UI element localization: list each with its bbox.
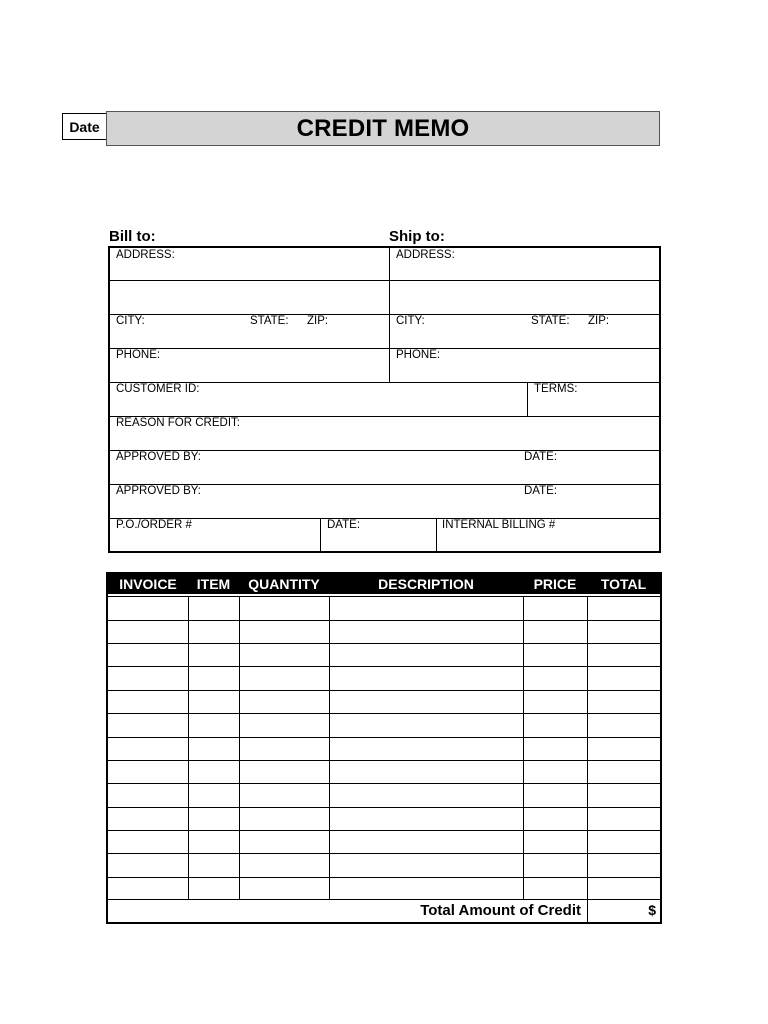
- table-column-divider: [188, 596, 189, 899]
- bill-to-heading: Bill to:: [109, 228, 156, 245]
- table-row-divider: [108, 807, 660, 808]
- table-column-divider: [587, 596, 588, 922]
- table-column-divider: [329, 596, 330, 899]
- approval-date-field-2[interactable]: DATE:: [524, 485, 558, 497]
- table-row-divider: [108, 690, 660, 691]
- column-header-invoice: INVOICE: [119, 576, 177, 592]
- ship-to-city-field[interactable]: CITY:: [396, 315, 425, 327]
- total-currency-symbol: $: [648, 902, 656, 918]
- table-column-divider: [523, 596, 524, 899]
- column-header-item: ITEM: [196, 576, 231, 592]
- column-header-quantity: QUANTITY: [248, 576, 320, 592]
- ship-to-zip-field[interactable]: ZIP:: [588, 315, 610, 327]
- terms-field[interactable]: TERMS:: [534, 383, 578, 395]
- ship-to-heading: Ship to:: [389, 228, 445, 245]
- date-label: Date: [62, 113, 107, 140]
- table-row-divider: [108, 666, 660, 667]
- page-title: CREDIT MEMO: [106, 111, 660, 146]
- bill-to-address-field[interactable]: ADDRESS:: [116, 249, 175, 261]
- bill-to-phone-field[interactable]: PHONE:: [116, 349, 161, 361]
- po-order-field[interactable]: P.O./ORDER #: [116, 519, 192, 531]
- table-row-divider: [108, 596, 660, 597]
- ship-to-address-field[interactable]: ADDRESS:: [396, 249, 455, 261]
- bill-to-zip-field[interactable]: ZIP:: [307, 315, 329, 327]
- table-row-divider: [108, 783, 660, 784]
- table-row-divider: [108, 643, 660, 644]
- approval-date-field-1[interactable]: DATE:: [524, 451, 558, 463]
- po-date-field[interactable]: DATE:: [327, 519, 361, 531]
- table-row-divider: [108, 877, 660, 878]
- column-header-total: TOTAL: [600, 576, 647, 592]
- bill-to-state-field[interactable]: STATE:: [250, 315, 289, 327]
- internal-billing-field[interactable]: INTERNAL BILLING #: [442, 519, 556, 531]
- table-row-divider: [108, 737, 660, 738]
- table-row-divider: [108, 899, 660, 900]
- line-items-table: [106, 572, 662, 924]
- ship-to-phone-field[interactable]: PHONE:: [396, 349, 441, 361]
- approved-by-field-1[interactable]: APPROVED BY:: [116, 451, 202, 463]
- bill-to-city-field[interactable]: CITY:: [116, 315, 145, 327]
- column-header-description: DESCRIPTION: [378, 576, 474, 592]
- table-row-divider: [108, 620, 660, 621]
- table-row-divider: [108, 853, 660, 854]
- table-row-divider: [108, 760, 660, 761]
- total-amount-label: Total Amount of Credit: [420, 902, 581, 919]
- ship-to-state-field[interactable]: STATE:: [531, 315, 570, 327]
- table-column-divider: [239, 596, 240, 899]
- customer-id-field[interactable]: CUSTOMER ID:: [116, 383, 200, 395]
- table-row-divider: [108, 830, 660, 831]
- table-header: [108, 574, 660, 594]
- reason-for-credit-field[interactable]: REASON FOR CREDIT:: [116, 417, 240, 429]
- column-header-price: PRICE: [533, 576, 577, 592]
- table-row-divider: [108, 713, 660, 714]
- approved-by-field-2[interactable]: APPROVED BY:: [116, 485, 202, 497]
- customer-info-form: [108, 246, 661, 553]
